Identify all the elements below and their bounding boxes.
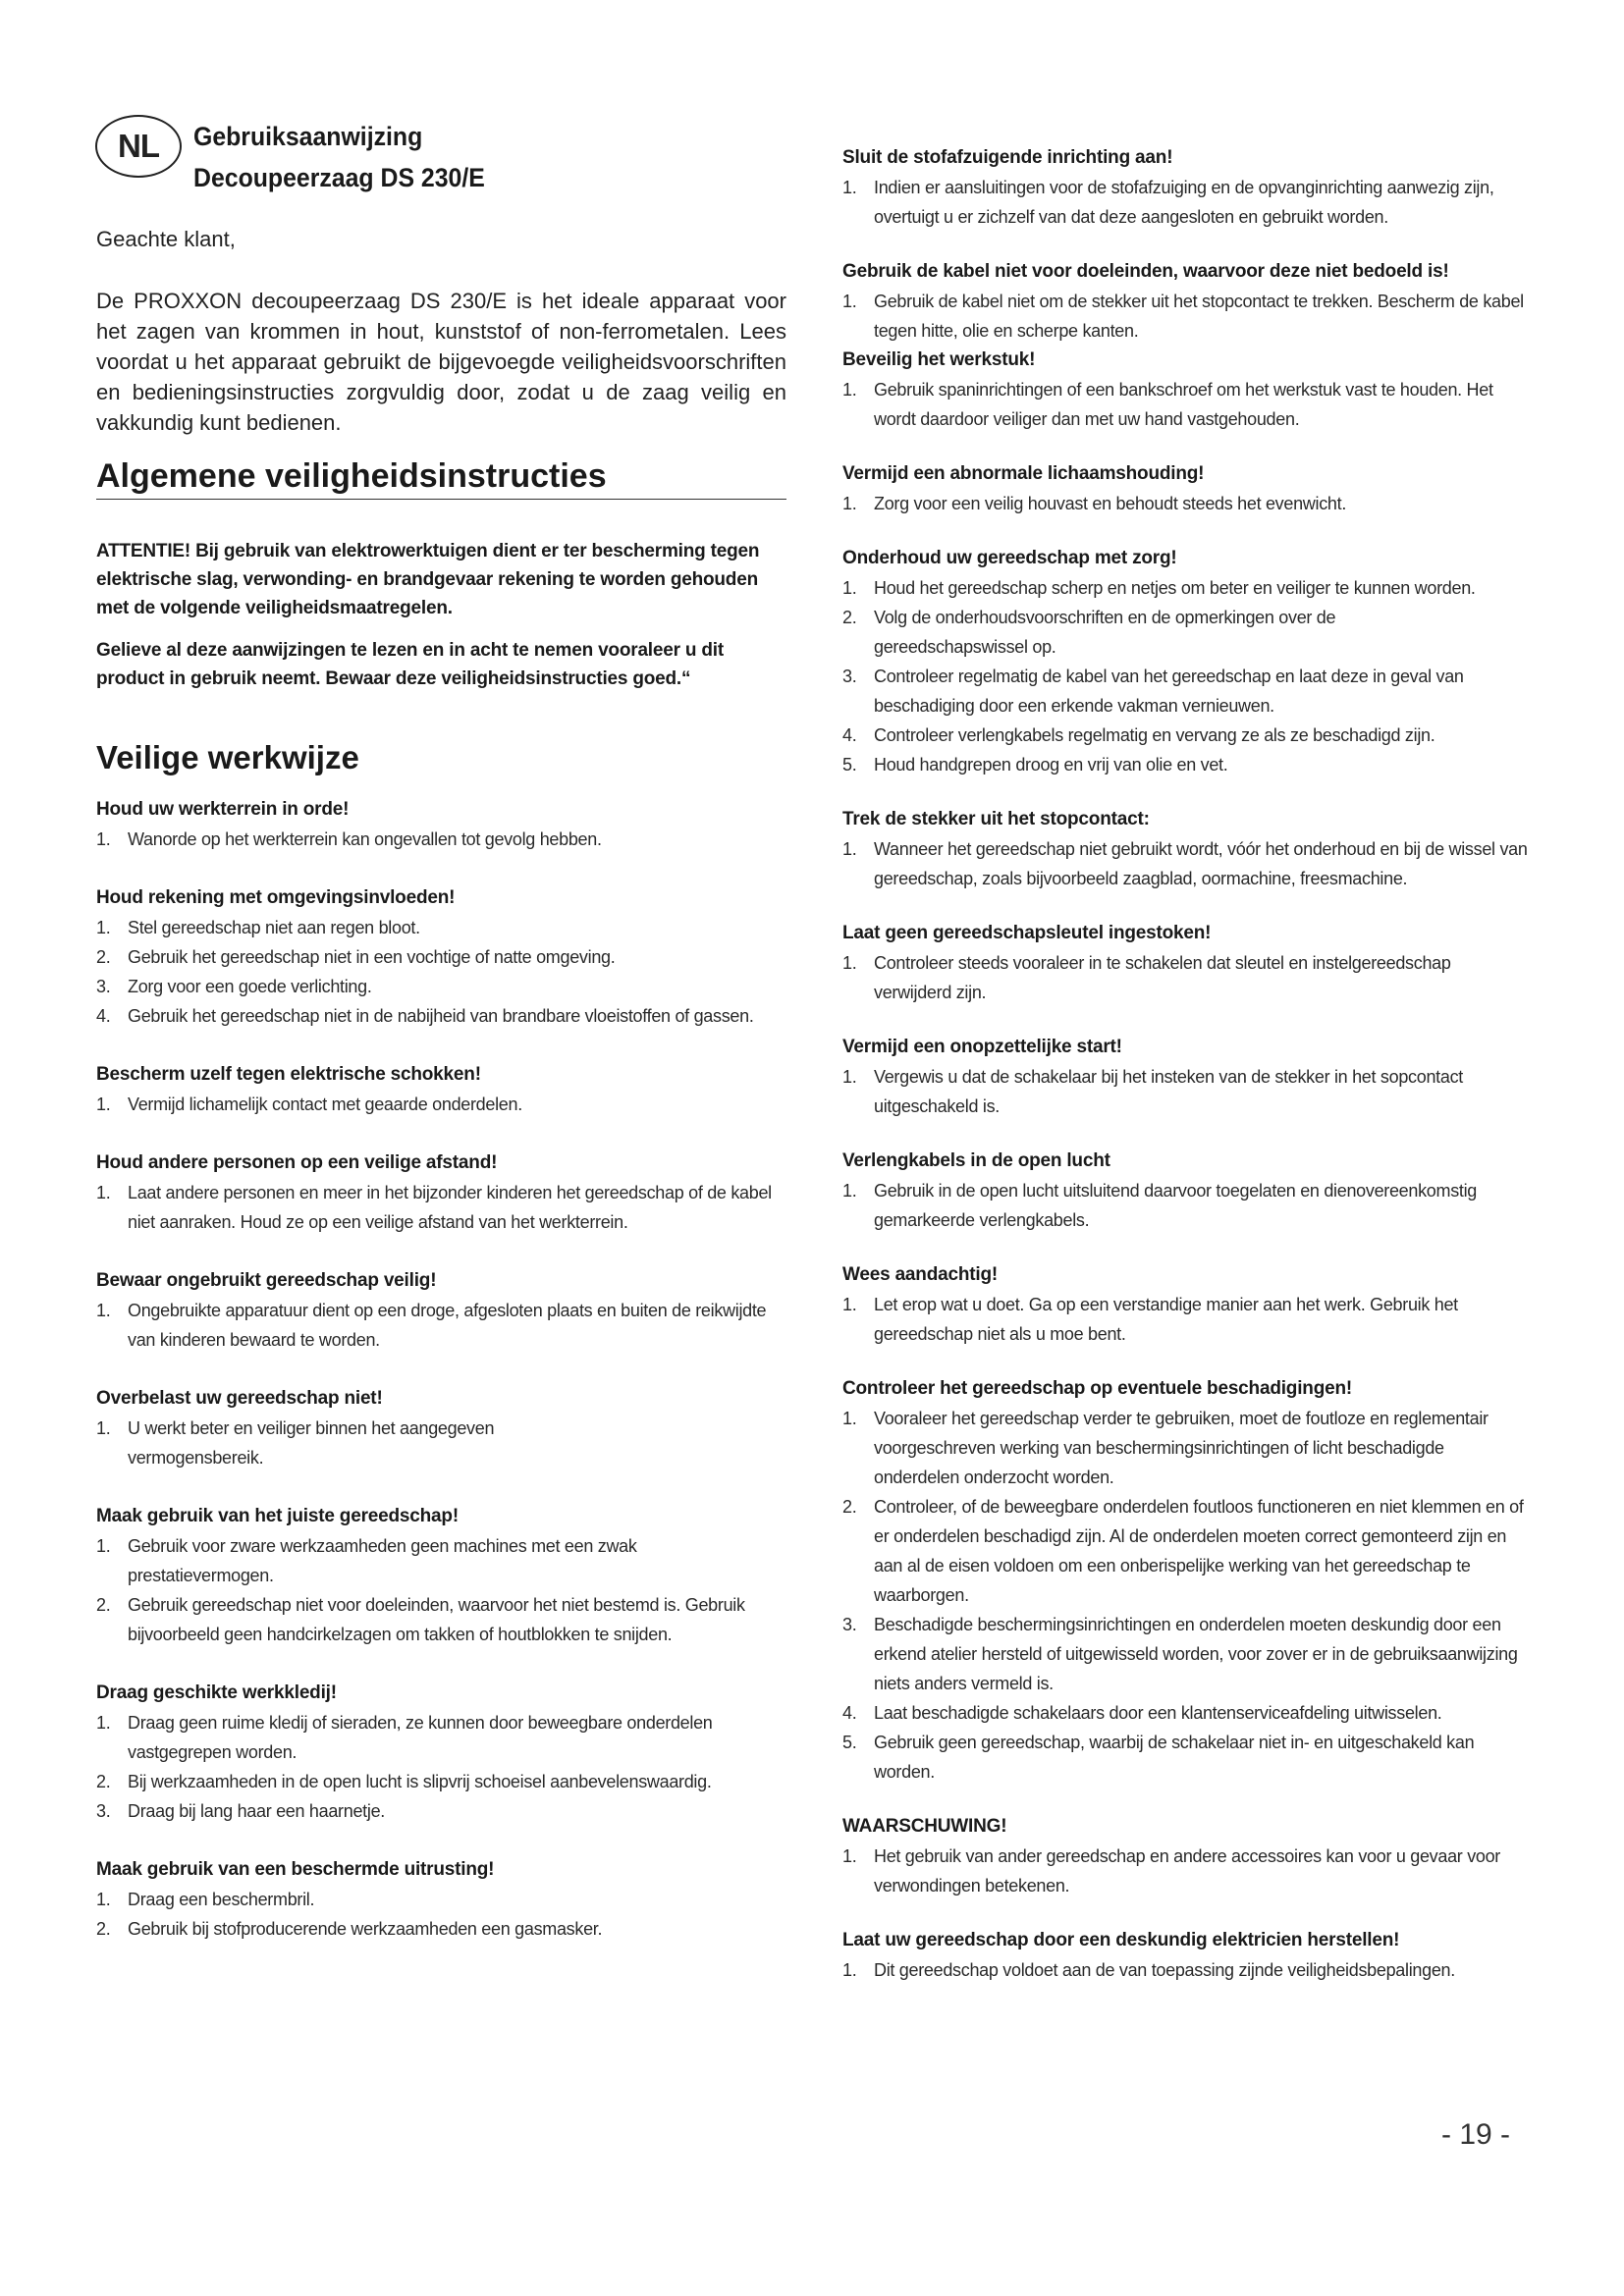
section-storage (96, 1266, 786, 1355)
section-heading: Onderhoud uw gereedschap met zorg! (842, 548, 1177, 568)
section-distance (96, 1148, 786, 1237)
section-warning (842, 1812, 1530, 1900)
section-cable (842, 257, 1530, 346)
list-item: 1. Wanneer het gereedschap niet gebruikt wordt, vóór het onderhoud en bij de wissel van gereedschap, zoals bijvoorbeeld zaagblad, oormachine, freesmachine. (842, 839, 1528, 888)
section-rule (96, 499, 786, 500)
list-item: 1. Draag geen ruime kledij of sieraden, ze kunnen door beweegbare onderdelen vastgegrepen worden. (96, 1713, 713, 1762)
list-item: 2. Gebruik bij stofproducerende werkzaamheden een gasmasker. (96, 1919, 603, 1939)
list-item: 1. Draag een beschermbril. (96, 1890, 315, 1909)
section-posture (842, 459, 1530, 518)
section-heading: Wees aandachtig! (842, 1264, 998, 1285)
section-dust-extraction (842, 143, 1530, 232)
list-item: 1. Gebruik spaninrichtingen of een bankschroef om het werkstuk vast te houden. Het wordt daardoor veiliger dan met uw hand vastgehouden. (842, 380, 1493, 429)
list-item: 1. Controleer steeds vooraleer in te schakelen dat sleutel en instelgereedschap verwijderd zijn. (842, 953, 1451, 1002)
section-heading: Maak gebruik van een beschermde uitrusting! (96, 1859, 495, 1880)
list-item: 1. Houd het gereedschap scherp en netjes om beter en veiliger te kunnen worden. (842, 578, 1476, 598)
section-heading: Gebruik de kabel niet voor doeleinden, waarvoor deze niet bedoeld is! (842, 261, 1449, 282)
section-environment (96, 883, 786, 1031)
section-title-general: Algemene veiligheidsinstructies (96, 457, 607, 495)
list-item: 1. Vermijd lichamelijk contact met geaarde onderdelen. (96, 1095, 522, 1114)
section-heading: Beveilig het werkstuk! (842, 349, 1036, 370)
section-heading: Vermijd een onopzettelijke start! (842, 1037, 1122, 1057)
section-heading: Houd andere personen op een veilige afstand! (96, 1152, 498, 1173)
list-item: 1. Zorg voor een veilig houvast en behoudt steeds het evenwicht. (842, 494, 1347, 513)
list-item: 2. Volg de onderhoudsvoorschriften en de opmerkingen over de gereedschapswissel op. (842, 608, 1336, 657)
list-item: 1. Let erop wat u doet. Ga op een verstandige manier aan het werk. Gebruik het gereedschap niet als u moe bent. (842, 1295, 1458, 1344)
list-item: 3. Zorg voor een goede verlichting. (96, 977, 372, 996)
list-item: 2. Controleer, of de beweegbare onderdelen foutloos functioneren en niet klemmen en of er onderdelen beschadigd zijn. Al de onderdelen moeten correct gemonteerd zijn en aan al de eisen voldoen om een onberispelijke werking van het gereedschap te waarborgen. (842, 1497, 1524, 1605)
list-item: 1. Vergewis u dat de schakelaar bij het insteken van de stekker in het sopcontact uitgeschakeld is. (842, 1067, 1463, 1116)
section-heading: Houd rekening met omgevingsinvloeden! (96, 887, 456, 908)
list-item: 3. Controleer regelmatig de kabel van het gereedschap en laat deze in geval van beschadiging door een erkende vakman vernieuwen. (842, 667, 1464, 716)
language-badge (95, 115, 182, 178)
list-item: 4. Laat beschadigde schakelaars door een klantenserviceafdeling uitwisselen. (842, 1703, 1442, 1723)
section-attention (842, 1260, 1530, 1349)
list-item: 2. Bij werkzaamheden in de open lucht is slipvrij schoeisel aanbevelenswaardig. (96, 1772, 712, 1791)
section-heading: Sluit de stofafzuigende inrichting aan! (842, 147, 1173, 168)
language-code: NL (118, 128, 159, 164)
list-item: 1. Laat andere personen en meer in het bijzonder kinderen het gereedschap of de kabel niet aanraken. Houd ze op een veilige afstand van het werkterrein. (96, 1183, 772, 1232)
section-overload (96, 1384, 786, 1472)
section-unplug (842, 805, 1530, 893)
list-item: 3. Draag bij lang haar een haarnetje. (96, 1801, 385, 1821)
title-line-1: Gebruiksaanwijzing (193, 122, 423, 151)
intro-paragraph: De PROXXON decoupeerzaag DS 230/E is het ideale apparaat voor het zagen van krommen in hout, kunststof of non-ferrometalen. Lees voordat u het apparaat gebruikt de bijgevoegde veiligheidsvoorschriften en bedieningsinstructies zorgvuldig door, zodat u de zaag veilig en vakkundig kunt bedienen. (96, 289, 786, 435)
section-repair (842, 1926, 1530, 1985)
salutation: Geachte klant, (96, 227, 236, 251)
left-sections (96, 795, 786, 1944)
section-tool-key (842, 919, 1530, 1007)
document-title (193, 116, 485, 198)
list-item: 2. Gebruik het gereedschap niet in een vochtige of natte omgeving. (96, 947, 616, 967)
list-item: 4. Gebruik het gereedschap niet in de nabijheid van brandbare vloeistoffen of gassen. (96, 1006, 754, 1026)
section-heading: Verlengkabels in de open lucht (842, 1150, 1110, 1171)
section-maintenance (842, 544, 1530, 779)
attention-paragraph: ATTENTIE! Bij gebruik van elektrowerktuigen dient er ter bescherming tegen elektrische slag, verwonding- en brandgevaar rekening te worden gehouden met de volgende veiligheidsmaatregelen. (96, 541, 760, 618)
section-extension-cables (842, 1147, 1530, 1235)
section-heading: Trek de stekker uit het stopcontact: (842, 809, 1150, 829)
section-heading: Draag geschikte werkkledij! (96, 1682, 337, 1703)
section-heading: Vermijd een abnormale lichaamshouding! (842, 463, 1205, 484)
section-electric-shock (96, 1060, 786, 1119)
list-item: 1. Indien er aansluitingen voor de stofafzuiging en de opvanginrichting aanwezig zijn, overtuigt u er zichzelf van dat deze aangesloten en gebruikt worden. (842, 178, 1494, 227)
list-item: 1. Het gebruik van ander gereedschap en andere accessoires kan voor u gevaar voor verwondingen betekenen. (842, 1846, 1501, 1896)
section-protective-gear (96, 1855, 786, 1944)
section-heading: Maak gebruik van het juiste gereedschap! (96, 1506, 459, 1526)
section-title-safe: Veilige werkwijze (96, 739, 359, 775)
section-heading: Controleer het gereedschap op eventuele beschadigingen! (842, 1378, 1353, 1399)
title-line-2: Decoupeerzaag DS 230/E (193, 163, 485, 192)
list-item: 5. Gebruik geen gereedschap, waarbij de schakelaar niet in- en uitgeschakeld kan worden. (842, 1733, 1475, 1782)
list-item: 1. Dit gereedschap voldoet aan de van toepassing zijnde veiligheidsbepalingen. (842, 1960, 1455, 1980)
section-damage-check (842, 1374, 1530, 1787)
section-heading: Houd uw werkterrein in orde! (96, 799, 350, 820)
section-heading: Overbelast uw gereedschap niet! (96, 1388, 383, 1409)
list-item: 1. Gebruik de kabel niet om de stekker uit het stopcontact te trekken. Bescherm de kabel tegen hitte, olie en scherpe kanten. (842, 292, 1524, 341)
list-item: 1. U werkt beter en veiliger binnen het aangegeven vermogensbereik. (96, 1418, 495, 1468)
list-item: 1. Vooraleer het gereedschap verder te gebruiken, moet de foutloze en reglementair voorgeschreven werking van beschermingsinrichtingen of licht beschadigde onderdelen onderzocht worden. (842, 1409, 1489, 1487)
section-workpiece (842, 346, 1530, 434)
list-item: 4. Controleer verlengkabels regelmatig en vervang ze als ze beschadigd zijn. (842, 725, 1435, 745)
list-item: 5. Houd handgrepen droog en vrij van olie en vet. (842, 755, 1228, 774)
list-item: 2. Gebruik gereedschap niet voor doeleinden, waarvoor het niet bestemd is. Gebruik bijvoorbeeld geen handcirkelzagen om takken of houtblokken te snijden. (96, 1595, 745, 1644)
section-right-tool (96, 1502, 786, 1649)
section-unintended-start (842, 1033, 1530, 1121)
list-item: 1. Gebruik in de open lucht uitsluitend daarvoor toegelaten en dienovereenkomstig gemarkeerde verlengkabels. (842, 1181, 1478, 1230)
list-item: 1. Gebruik voor zware werkzaamheden geen machines met een zwak prestatievermogen. (96, 1536, 637, 1585)
section-workarea (96, 795, 786, 854)
section-clothing (96, 1679, 786, 1826)
section-heading: Laat uw gereedschap door een deskundig elektricien herstellen! (842, 1930, 1400, 1950)
section-heading: Laat geen gereedschapsleutel ingestoken! (842, 923, 1212, 943)
read-note-paragraph: Gelieve al deze aanwijzingen te lezen en in acht te nemen vooraleer u dit product in gebruik neemt. Bewaar deze veiligheidsinstructies goed.“ (96, 640, 724, 689)
right-sections (842, 143, 1530, 1985)
list-item: 1. Stel gereedschap niet aan regen bloot. (96, 918, 420, 937)
list-item: 3. Beschadigde beschermingsinrichtingen en onderdelen moeten deskundig door een erkend atelier hersteld of uitgewisseld worden, voor zover er in de gebruiksaanwijzing niets anders vermeld is. (842, 1615, 1518, 1693)
section-heading: Bewaar ongebruikt gereedschap veilig! (96, 1270, 437, 1291)
list-item: 1. Wanorde op het werkterrein kan ongevallen tot gevolg hebben. (96, 829, 602, 849)
page-number: - 19 - (1441, 2118, 1511, 2151)
list-item: 1. Ongebruikte apparatuur dient op een droge, afgesloten plaats en buiten de reikwijdte van kinderen bewaard te worden. (96, 1301, 767, 1350)
section-heading: Bescherm uzelf tegen elektrische schokken! (96, 1064, 481, 1085)
section-heading: WAARSCHUWING! (842, 1816, 1007, 1837)
